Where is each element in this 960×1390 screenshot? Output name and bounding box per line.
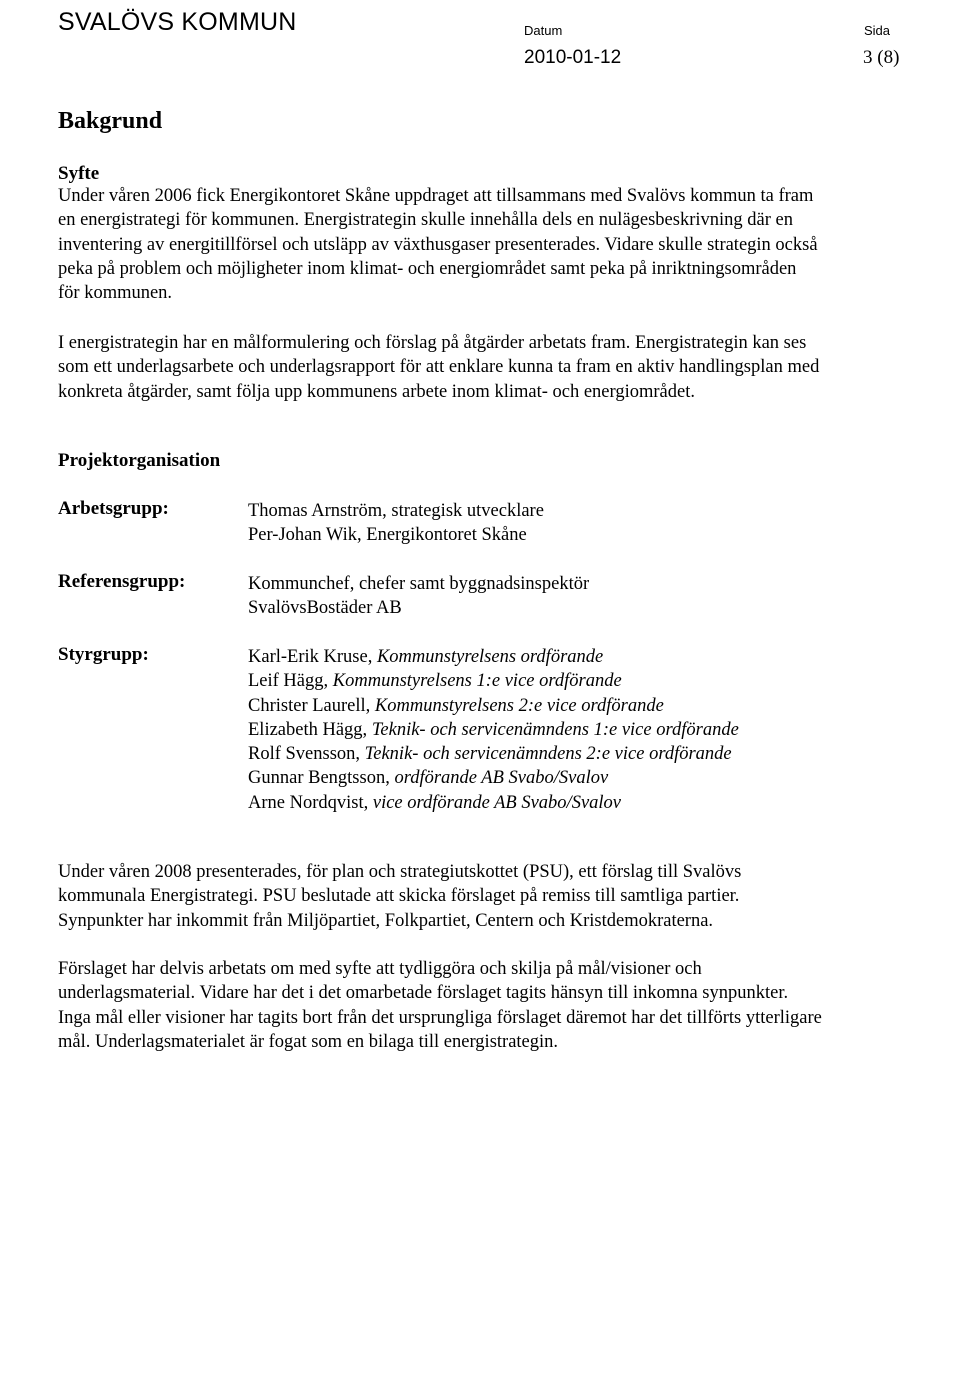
strategy-paragraph: [58, 331, 938, 404]
member-role: Kommunstyrelsens ordförande: [372, 647, 604, 667]
member-line: [248, 694, 739, 718]
member-role: Teknik- och servicenämndens 1:e vice ordförande: [367, 719, 739, 740]
member-line: [248, 718, 739, 742]
paragraph-line: som ett underlagsarbete och underlagsrapport för att enklare kunna ta fram en aktiv handlingsplan med: [58, 357, 820, 378]
member-line: [248, 523, 544, 547]
member-name: Christer Laurell,: [248, 695, 371, 716]
group-members-referensgrupp: [248, 572, 589, 621]
member-name: Elizabeth Hägg,: [248, 719, 368, 740]
group-members-arbetsgrupp: [248, 499, 544, 548]
member-role: Kommunstyrelsens 1:e vice ordförande: [328, 671, 622, 692]
paragraph-line: Inga mål eller visioner har tagits bort från det ursprungliga förslaget däremot har det tillförts ytterligare: [58, 1007, 822, 1028]
organization-name: SVALÖVS KOMMUN: [58, 8, 297, 36]
member-line: [248, 791, 739, 815]
revision-paragraph: [58, 957, 938, 1054]
project-organization-heading: Projektorganisation: [58, 450, 221, 471]
member-role: Teknik- och servicenämndens 2:e vice ordförande: [360, 744, 732, 765]
page-number: 3 (8): [863, 47, 900, 68]
purpose-paragraph: [58, 184, 938, 305]
paragraph-line: inventering av energitillförsel och utsläpp av växthusgaser presenterades. Vidare skulle strategin också: [58, 234, 818, 255]
paragraph-line: I energistrategin har en målformulering och förslag på åtgärder arbetats fram. Energistrategin kan ses: [58, 333, 807, 353]
member-name: Thomas Arnström, strategisk utvecklare: [248, 501, 544, 521]
group-label-arbetsgrupp: Arbetsgrupp:: [58, 498, 169, 519]
member-name: Gunnar Bengtsson,: [248, 768, 390, 789]
paragraph-line: kommunala Energistrategi. PSU beslutade att skicka förslaget på remiss till samtliga partier.: [58, 886, 740, 907]
member-name: SvalövsBostäder AB: [248, 598, 402, 619]
member-line: [248, 669, 739, 693]
group-label-styrgrupp: Styrgrupp:: [58, 644, 149, 665]
date-label: Datum: [524, 23, 563, 38]
member-line: [248, 645, 739, 669]
member-role: Kommunstyrelsens 2:e vice ordförande: [370, 695, 664, 716]
purpose-heading: Syfte: [58, 163, 100, 184]
member-name: Karl-Erik Kruse,: [248, 647, 373, 667]
member-name: Kommunchef, chefer samt byggnadsinspektör: [248, 574, 590, 594]
psu-paragraph: [58, 860, 938, 933]
member-name: Per-Johan Wik, Energikontoret Skåne: [248, 525, 527, 546]
paragraph-line: Under våren 2006 fick Energikontoret Skåne uppdraget att tillsammans med Svalövs kommun ta fram: [58, 186, 814, 206]
paragraph-line: för kommunen.: [58, 283, 173, 304]
paragraph-line: peka på problem och möjligheter inom klimat- och energiområdet samt peka på inriktningsområden: [58, 258, 797, 279]
paragraph-line: underlagsmaterial. Vidare har det i det omarbetade förslaget tagits hänsyn till inkomna synpunkter.: [58, 983, 789, 1004]
document-date: 2010-01-12: [524, 47, 622, 68]
page-label: Sida: [864, 23, 891, 38]
member-role: ordförande AB Svabo/Svalov: [389, 768, 609, 789]
member-name: Arne Nordqvist,: [248, 792, 369, 813]
member-name: Rolf Svensson,: [248, 744, 361, 765]
paragraph-line: Under våren 2008 presenterades, för plan och strategiutskottet (PSU), ett förslag till Svalövs: [58, 862, 742, 882]
member-line: [248, 766, 739, 790]
paragraph-line: Synpunkter har inkommit från Miljöpartiet, Folkpartiet, Centern och Kristdemokraterna.: [58, 910, 714, 931]
group-label-referensgrupp: Referensgrupp:: [58, 571, 186, 592]
paragraph-line: konkreta åtgärder, samt följa upp kommunens arbete inom klimat- och energiområdet.: [58, 381, 695, 402]
paragraph-line: Förslaget har delvis arbetats om med syfte att tydliggöra och skilja på mål/visioner och: [58, 959, 702, 979]
section-heading: Bakgrund: [58, 108, 163, 134]
member-line: [248, 742, 739, 766]
member-line: [248, 572, 589, 596]
member-line: [248, 596, 589, 620]
paragraph-line: mål. Underlagsmaterialet är fogat som en bilaga till energistrategin.: [58, 1031, 559, 1052]
member-line: [248, 499, 544, 523]
paragraph-line: en energistrategi för kommunen. Energistrategin skulle innehålla dels en nulägesbeskrivning där en: [58, 210, 793, 231]
member-name: Leif Hägg,: [248, 671, 329, 692]
member-role: vice ordförande AB Svabo/Svalov: [368, 792, 622, 813]
group-members-styrgrupp: [248, 645, 739, 815]
